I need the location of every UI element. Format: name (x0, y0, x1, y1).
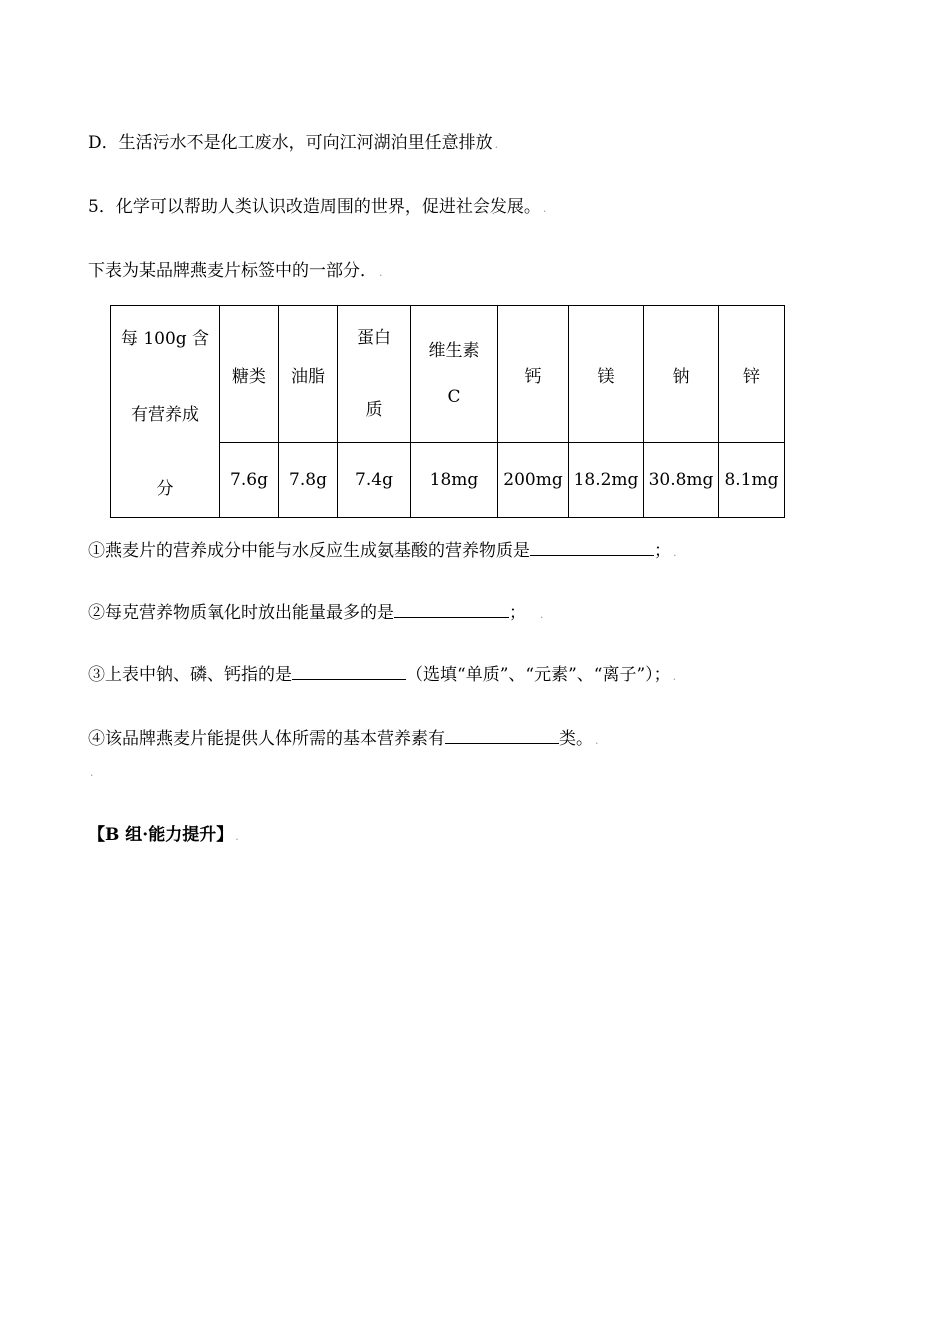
paragraph-mark: . (379, 266, 383, 279)
paragraph-mark: . (542, 202, 547, 215)
empty-paragraph-line (88, 759, 94, 785)
answer-blank[interactable] (292, 661, 406, 680)
question-2-suffix: ； (509, 603, 526, 623)
value-cell: 30.8mg (644, 443, 719, 518)
option-d-line (88, 131, 498, 157)
answer-blank[interactable] (394, 599, 509, 618)
header-label: 镁 (597, 366, 615, 387)
header-cell-protein (338, 306, 411, 443)
header-label: 糖类 (232, 366, 266, 387)
question-4-line (88, 725, 599, 753)
question-5-text: 5．化学可以帮助人类认识改造周围的世界，促进社会发展。 (88, 197, 541, 217)
header-label: 质 (365, 400, 383, 420)
value-cell: 7.4g (338, 443, 411, 518)
question-4-text: ④该品牌燕麦片能提供人体所需的基本营养素有 (88, 729, 445, 749)
value-cell: 18.2mg (569, 443, 644, 518)
header-cell-magnesium (569, 306, 644, 443)
header-label: 钠 (672, 366, 690, 387)
paragraph-mark: . (540, 608, 544, 621)
row-header-line-2: 有营养成 (131, 405, 199, 425)
header-cell-fat (279, 306, 338, 443)
value-cell: 200mg (498, 443, 569, 518)
header-label: 锌 (743, 366, 760, 387)
section-b-heading: 【B 组·能力提升】 (88, 825, 234, 845)
value-cell: 7.6g (220, 443, 279, 518)
question-3-line (88, 661, 676, 689)
question-4-suffix: 类。 (559, 729, 593, 749)
value-cell: 18mg (411, 443, 498, 518)
header-cell-calcium (498, 306, 569, 443)
header-cell-sugar (220, 306, 279, 443)
paragraph-mark: . (90, 766, 94, 779)
table-intro-line (88, 259, 383, 285)
header-cell-sodium (644, 306, 719, 443)
paragraph-mark: . (235, 830, 239, 843)
answer-blank[interactable] (445, 725, 559, 744)
header-label: 油脂 (291, 366, 325, 387)
question-3-text: ③上表中钠、磷、钙指的是 (88, 665, 292, 685)
header-label: C (447, 387, 461, 407)
table-intro-text: 下表为某品牌燕麦片标签中的一部分． (88, 261, 377, 281)
header-label: 蛋白 (357, 328, 391, 348)
option-d-text: D．生活污水不是化工废水，可向江河湖泊里任意排放 (88, 133, 493, 153)
header-label: 钙 (524, 366, 542, 387)
paragraph-mark: . (494, 138, 499, 151)
section-b-heading-line (88, 823, 239, 849)
row-header-cell (111, 306, 220, 518)
value-cell: 7.8g (279, 443, 338, 518)
paragraph-mark: . (672, 670, 677, 683)
header-label: 维生素 (428, 341, 480, 361)
question-1-text: ①燕麦片的营养成分中能与水反应生成氨基酸的营养物质是 (88, 541, 530, 561)
question-1-suffix: ； (654, 541, 671, 561)
question-1-line (88, 537, 677, 565)
nutrition-table (110, 305, 785, 518)
answer-blank[interactable] (530, 537, 654, 556)
value-cell: 8.1mg (719, 443, 785, 518)
question-2-line (88, 599, 544, 627)
question-5-line (88, 195, 546, 221)
row-header-line-3: 分 (156, 479, 174, 499)
header-cell-vitamin-c (411, 306, 498, 443)
row-header-line-1: 每 100g 含 (120, 329, 210, 349)
paragraph-mark: . (673, 546, 677, 559)
header-cell-zinc (719, 306, 785, 443)
paragraph-mark: . (595, 734, 599, 747)
question-2-text: ②每克营养物质氧化时放出能量最多的是 (88, 603, 394, 623)
table-header-row (111, 306, 785, 443)
question-3-suffix: （选填“单质”、“元素”、“离子”）； (406, 665, 671, 685)
